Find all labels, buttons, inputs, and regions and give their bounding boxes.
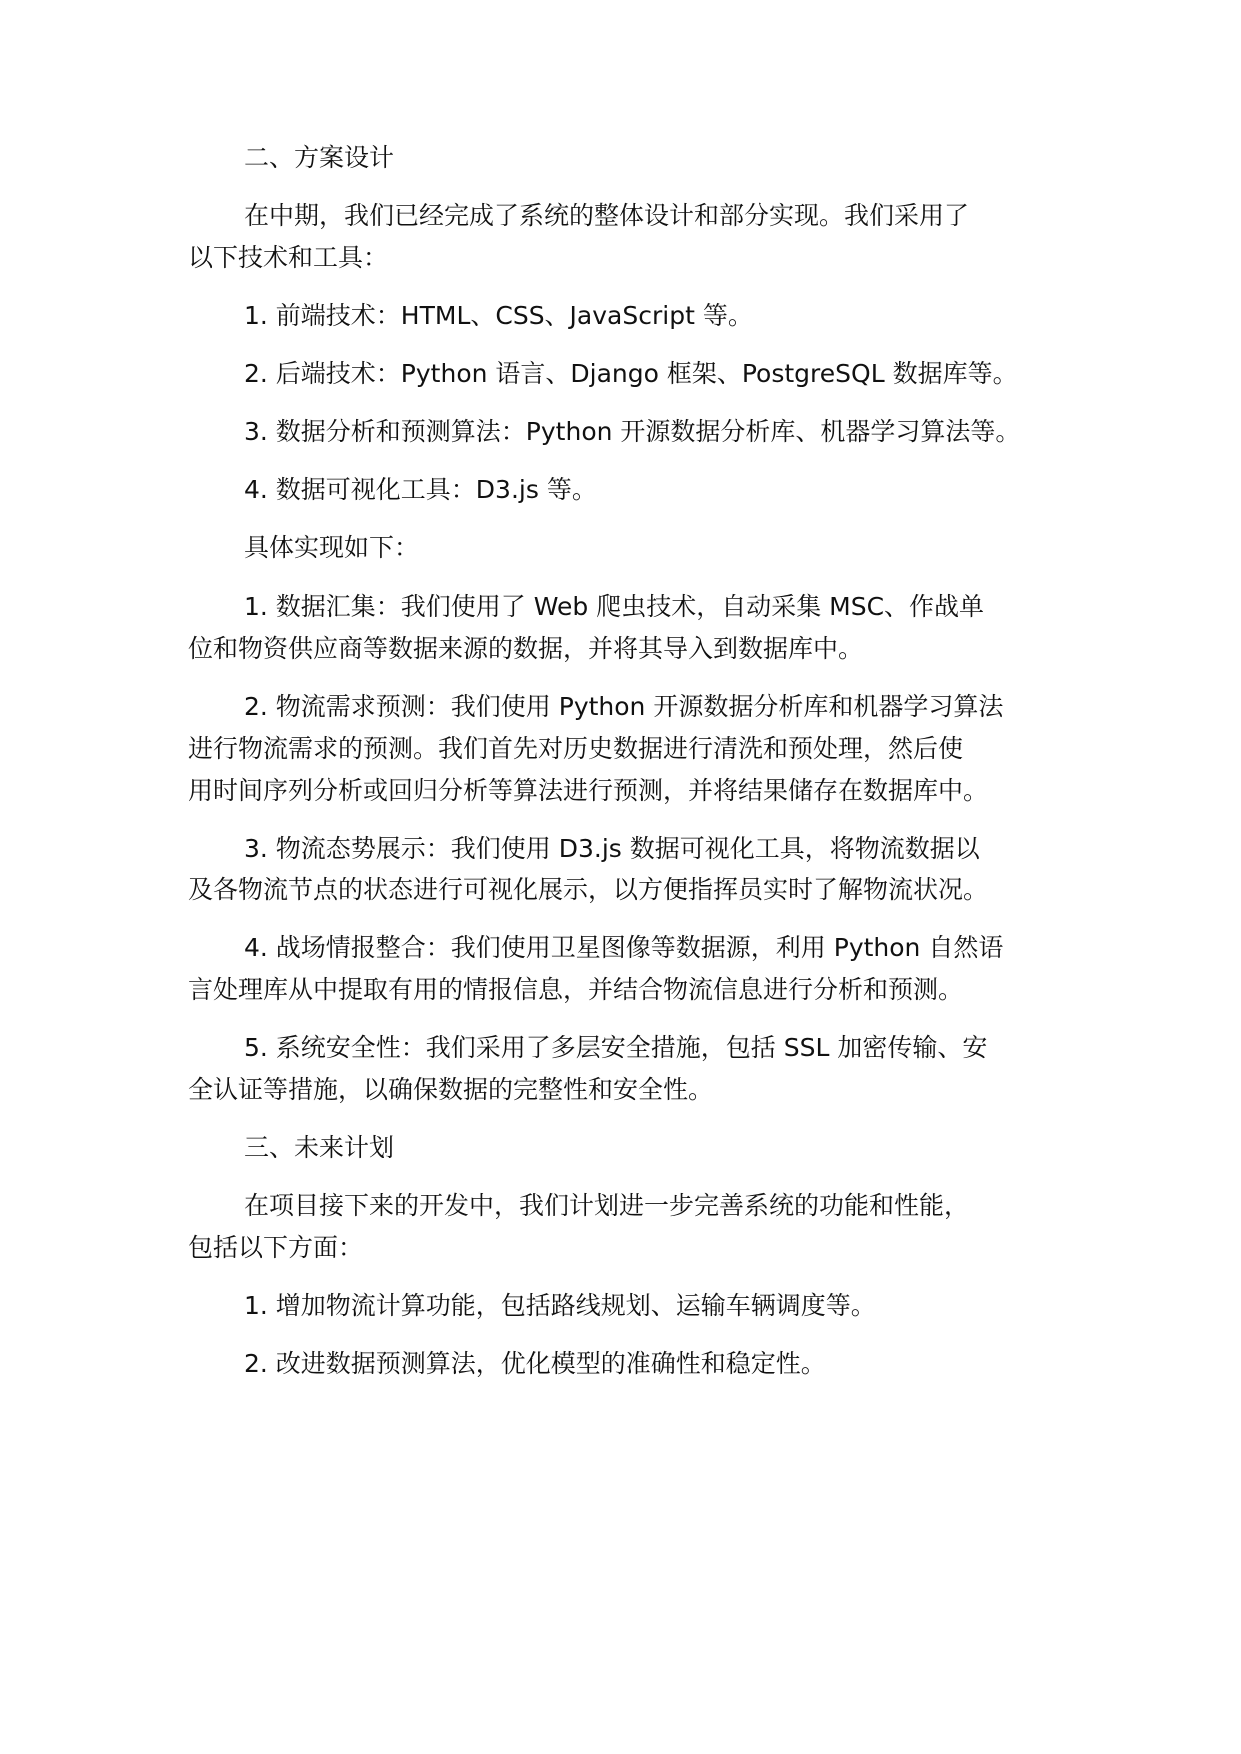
future-item: 2. 改进数据预测算法，优化模型的准确性和稳定性。 (244, 1349, 826, 1378)
tech-item-visualization: 4. 数据可视化工具：D3.js 等。 (244, 475, 597, 504)
impl-item-line: 3. 物流态势展示：我们使用 D3.js 数据可视化工具，将物流数据以 (244, 834, 980, 863)
future-intro-line: 在项目接下来的开发中，我们计划进一步完善系统的功能和性能， (244, 1191, 970, 1220)
impl-item-line: 5. 系统安全性：我们采用了多层安全措施，包括 SSL 加密传输、安 (244, 1033, 988, 1062)
impl-item-line: 及各物流节点的状态进行可视化展示，以方便指挥员实时了解物流状况。 (188, 875, 989, 904)
section-heading-future: 三、未来计划 (244, 1133, 395, 1162)
intro-paragraph-line: 在中期，我们已经完成了系统的整体设计和部分实现。我们采用了 (244, 201, 970, 230)
implementation-heading: 具体实现如下： (244, 533, 420, 562)
impl-item-line: 全认证等措施，以确保数据的完整性和安全性。 (188, 1075, 714, 1104)
impl-item-line: 2. 物流需求预测：我们使用 Python 开源数据分析库和机器学习算法 (244, 692, 1004, 721)
intro-paragraph-line: 以下技术和工具： (188, 243, 389, 272)
tech-item-backend: 2. 后端技术：Python 语言、Django 框架、PostgreSQL 数据库等。 (244, 359, 1018, 388)
impl-item-line: 进行物流需求的预测。我们首先对历史数据进行清洗和预处理，然后使 (188, 734, 964, 763)
future-item: 1. 增加物流计算功能，包括路线规划、运输车辆调度等。 (244, 1291, 876, 1320)
tech-item-analysis: 3. 数据分析和预测算法：Python 开源数据分析库、机器学习算法等。 (244, 417, 1021, 446)
impl-item-line: 位和物资供应商等数据来源的数据，并将其导入到数据库中。 (188, 634, 864, 663)
future-intro-line: 包括以下方面： (188, 1233, 364, 1262)
impl-item-line: 用时间序列分析或回归分析等算法进行预测，并将结果储存在数据库中。 (188, 776, 989, 805)
section-heading-design: 二、方案设计 (244, 143, 395, 172)
tech-item-frontend: 1. 前端技术：HTML、CSS、JavaScript 等。 (244, 301, 753, 330)
impl-item-line: 言处理库从中提取有用的情报信息，并结合物流信息进行分析和预测。 (188, 975, 964, 1004)
impl-item-line: 1. 数据汇集：我们使用了 Web 爬虫技术，自动采集 MSC、作战单 (244, 592, 985, 621)
impl-item-line: 4. 战场情报整合：我们使用卫星图像等数据源，利用 Python 自然语 (244, 933, 1004, 962)
